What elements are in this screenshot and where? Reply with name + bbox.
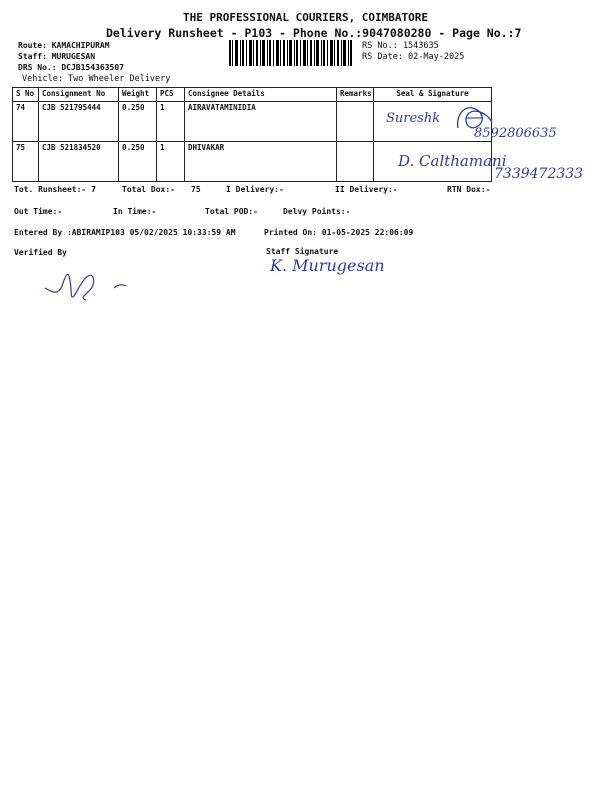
ii-delivery: II Delivery:- (335, 185, 398, 194)
runsheet-title: Delivery Runsheet - P103 - Phone No.:9047080280 - Page No.:7 (106, 26, 522, 40)
cell-weight: 0.250 (119, 102, 157, 142)
cell-remarks (337, 142, 374, 182)
cell-consignment: CJB 521834520 (39, 142, 119, 182)
col-header-consignee: Consignee Details (185, 88, 337, 102)
total-dox-value: 75 (191, 185, 201, 194)
cell-sno: 75 (13, 142, 39, 182)
entered-by: Entered By :ABIRAMIP103 05/02/2025 10:33:59 AM (14, 228, 236, 237)
col-header-signature: Seal & Signature (374, 88, 492, 102)
verified-by-label: Verified By (14, 248, 67, 257)
row-75-phone: 7339472333 (494, 166, 584, 182)
verified-by-signature (40, 266, 135, 306)
rs-date-label: RS Date: 02-May-2025 (362, 52, 465, 62)
total-dox-label: Total Dox:- (122, 185, 175, 194)
col-header-consignment: Consignment No (39, 88, 119, 102)
staff-signature: K. Murugesan (270, 256, 385, 275)
row-74-signature: Sureshk (386, 111, 441, 126)
cell-sno: 74 (13, 102, 39, 142)
row-75-signature: D. Calthamani (398, 152, 507, 170)
printed-on: Printed On: 01-05-2025 22:06:09 (264, 228, 414, 237)
rs-no-label: RS No.: 1543635 (362, 41, 439, 51)
in-time: In Time:- (113, 207, 157, 216)
table-header-row (13, 88, 492, 102)
staff-signature-label: Staff Signature (266, 247, 339, 256)
col-header-pcs: PCS (157, 88, 185, 102)
drs-no-label: DRS No.: DCJB154363507 (18, 63, 124, 72)
cell-pcs: 1 (157, 102, 185, 142)
cell-pcs: 1 (157, 142, 185, 182)
i-delivery: I Delivery:- (226, 185, 284, 194)
out-time: Out Time:- (14, 207, 63, 216)
cell-consignee: AIRAVATAMINIDIA (185, 102, 337, 142)
cell-remarks (337, 102, 374, 142)
tot-runsheet: Tot. Runsheet:- 7 (14, 185, 96, 194)
vehicle-label: Vehicle: Two Wheeler Delivery (22, 74, 171, 84)
cell-weight: 0.250 (119, 142, 157, 182)
company-title: THE PROFESSIONAL COURIERS, COIMBATORE (183, 11, 429, 24)
delvy-points: Delvy Points:- (283, 207, 351, 216)
cell-consignee: DHIVAKAR (185, 142, 337, 182)
barcode-image (229, 40, 353, 66)
cell-consignment: CJB 521795444 (39, 102, 119, 142)
staff-label: Staff: MURUGESAN (18, 52, 96, 61)
total-pod: Total POD:- (205, 207, 258, 216)
col-header-remarks: Remarks (337, 88, 374, 102)
col-header-weight: Weight (119, 88, 157, 102)
col-header-sno: S No (13, 88, 39, 102)
rtn-dox: RTN Dox:- (447, 185, 491, 194)
route-label: Route: KAMACHIPURAM (18, 41, 110, 50)
row-74-phone: 8592806635 (474, 126, 557, 141)
